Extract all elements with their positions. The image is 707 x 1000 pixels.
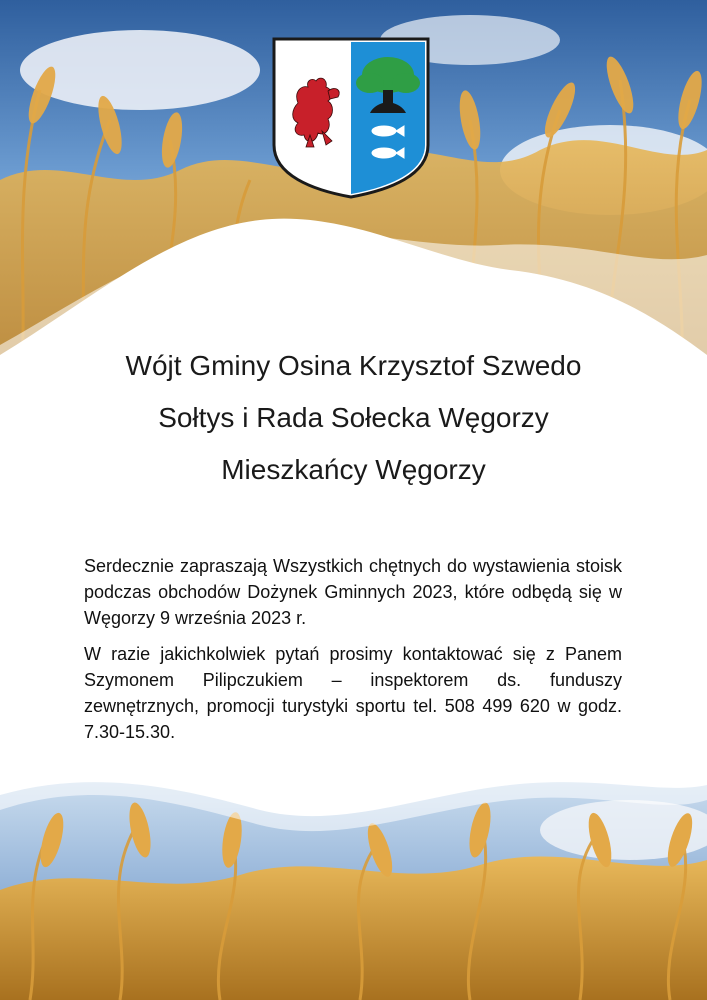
header-block bbox=[0, 352, 707, 508]
coat-of-arms-icon bbox=[270, 35, 432, 201]
invitation-paragraph: Serdecznie zapraszają Wszystkich chętnych do wystawienia stoisk podczas obchodów Dożynek Gminnych 2023, które odbędą się w Węgorzy 9 września 2023 r. bbox=[84, 556, 622, 628]
header-line-mayor: Wójt Gminy Osina Krzysztof Szwedo bbox=[125, 350, 582, 381]
wheat-field-bottom-background bbox=[0, 770, 707, 1000]
header-line-residents: Mieszkańcy Węgorzy bbox=[221, 454, 486, 485]
body-text bbox=[84, 553, 622, 755]
contact-paragraph: W razie jakichkolwiek pytań prosimy kontaktować się z Panem Szymonem Pilipczukiem – inspektorem ds. funduszy zewnętrznych, promocji turystyki sportu tel. 508 499 620 w godz. 7.30-15.30. bbox=[84, 644, 622, 742]
header-line-council: Sołtys i Rada Sołecka Węgorzy bbox=[158, 402, 549, 433]
